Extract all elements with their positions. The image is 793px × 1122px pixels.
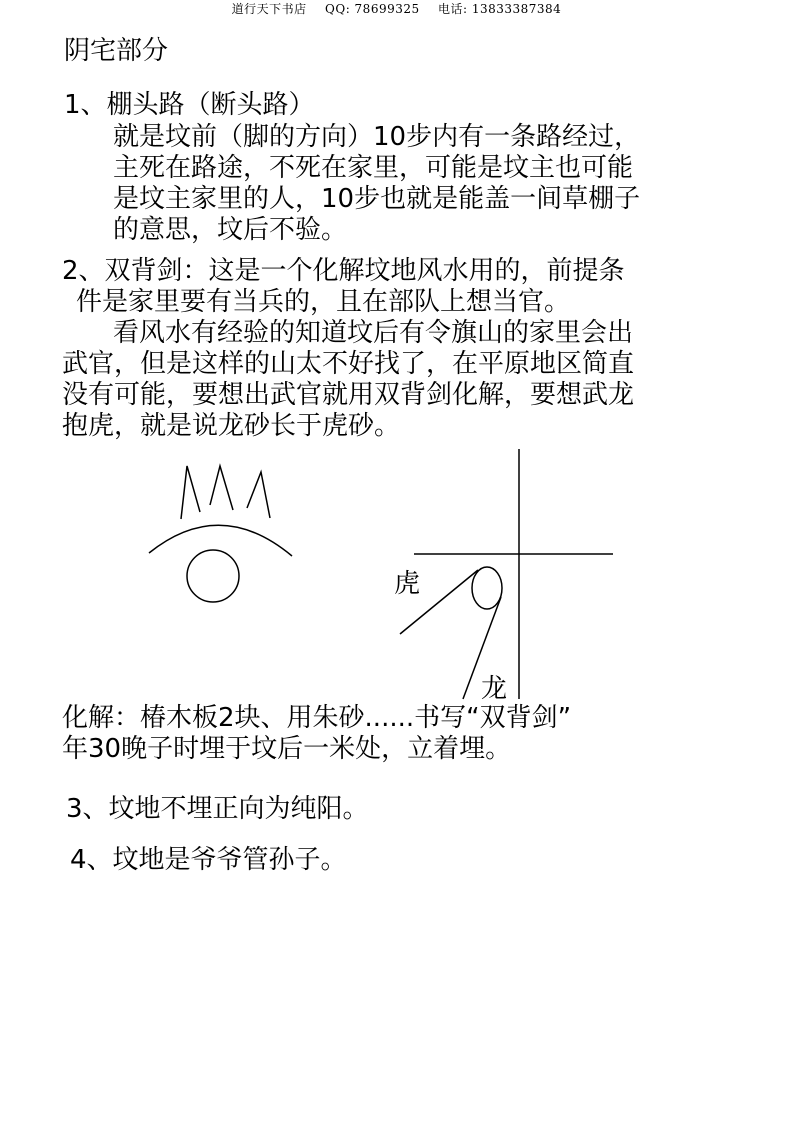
solution-line: 年30晚子时埋于坟后一米处，立着埋。 bbox=[62, 734, 512, 764]
section2-line: 抱虎，就是说龙砂长于虎砂。 bbox=[62, 411, 401, 441]
grave-ellipse bbox=[472, 567, 502, 609]
section2-line: 件是家里要有当兵的，且在部队上想当官。 bbox=[76, 287, 571, 317]
section1-line: 的意思，坟后不验。 bbox=[113, 215, 348, 245]
tiger-label: 虎 bbox=[394, 569, 421, 599]
dragon-label: 龙 bbox=[481, 674, 508, 704]
grave-circle bbox=[187, 550, 239, 602]
peak-right bbox=[247, 472, 270, 518]
section3-text: 3、坟地不埋正向为纯阳。 bbox=[66, 794, 369, 824]
section4-text: 4、坟地是爷爷管孙子。 bbox=[70, 845, 347, 875]
section2-line: 看风水有经验的知道坟后有令旗山的家里会出 bbox=[113, 318, 634, 348]
section1-line: 主死在路途，不死在家里，可能是坟主也可能 bbox=[113, 153, 634, 183]
page-title: 阴宅部分 bbox=[64, 36, 169, 66]
peak-left bbox=[181, 466, 200, 519]
phone-number: 电话: 13833387384 bbox=[437, 2, 562, 16]
section2-line: 2、双背剑：这是一个化解坟地风水用的，前提条 bbox=[62, 256, 625, 286]
qq-number: QQ: 78699325 bbox=[325, 2, 420, 16]
section2-line: 武官，但是这样的山太不好找了，在平原地区简直 bbox=[62, 349, 635, 379]
peak-middle bbox=[210, 466, 233, 510]
section2-line: 没有可能，要想出武官就用双背剑化解，要想武龙 bbox=[62, 380, 635, 410]
shop-name: 道行天下书店 bbox=[231, 2, 307, 16]
solution-line: 化解：椿木板2块、用朱砂......书写“双背剑” bbox=[62, 703, 572, 733]
section1-heading: 1、棚头路（断头路） bbox=[64, 90, 315, 120]
section1-line: 就是坟前（脚的方向）10步内有一条路经过， bbox=[113, 122, 641, 152]
section1-line: 是坟主家里的人，10步也就是能盖一间草棚子 bbox=[113, 184, 641, 214]
